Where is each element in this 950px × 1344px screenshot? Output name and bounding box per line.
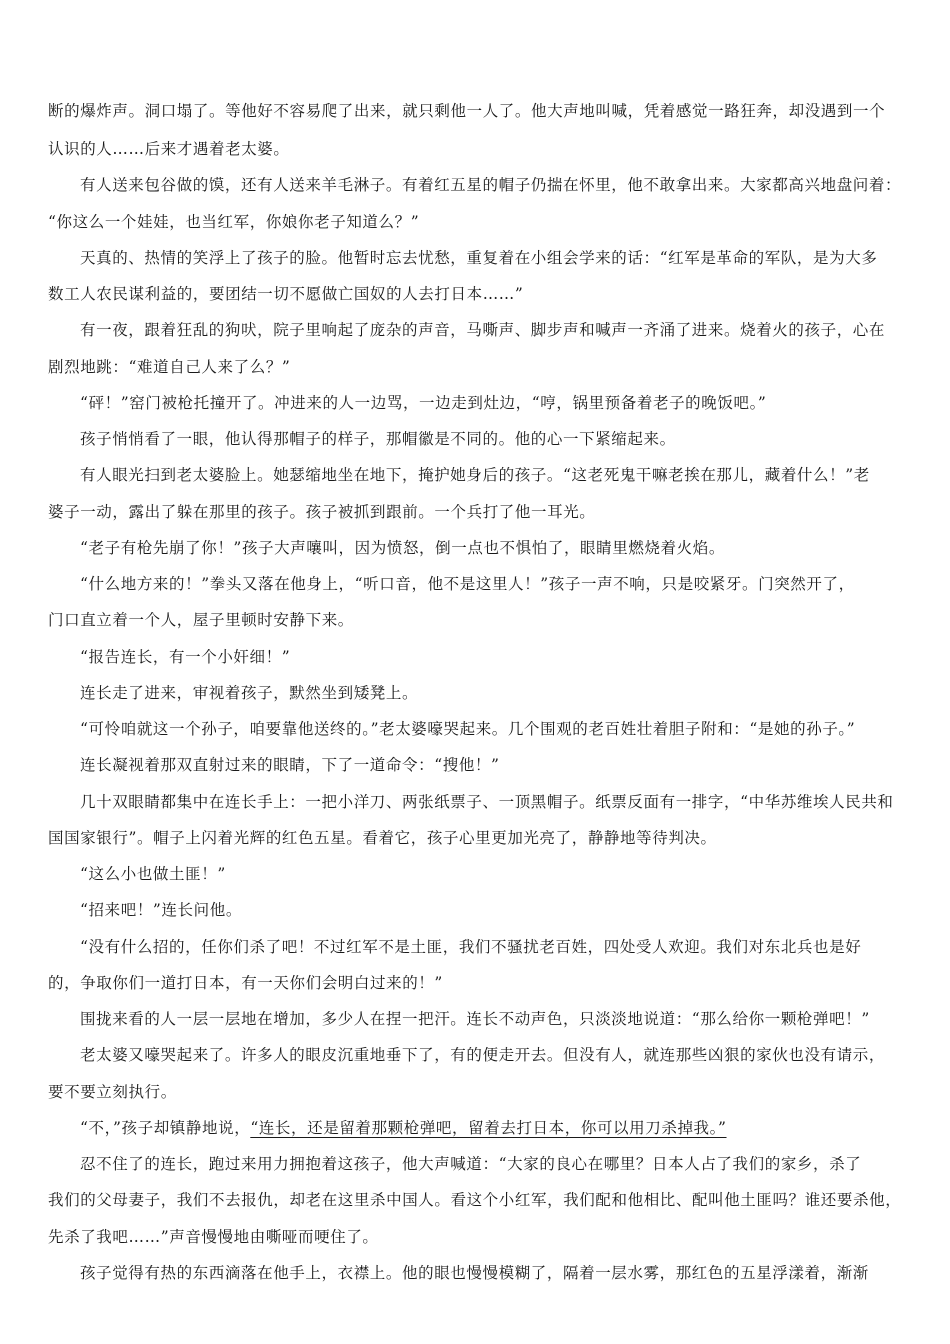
text-line: 婆子一动，露出了躲在那里的孩子。孩子被抓到跟前。一个兵打了他一耳光。 <box>48 503 596 521</box>
text-line: “报告连长，有一个小奸细！” <box>80 648 291 666</box>
text-line: 认识的人……后来才遇着老太婆。 <box>48 140 290 158</box>
text-line: 围拢来看的人一层一层地在增加，多少人在捏一把汗。连长不动声色，只淡淡地说道：“那么给你一颗枪弹吧！” <box>80 1010 870 1028</box>
text-line: 老太婆又嚎哭起来了。许多人的眼皮沉重地垂下了，有的便走开去。但没有人，就连那些凶狠的家伙也没有请示， <box>80 1046 886 1064</box>
text-line: 孩子觉得有热的东西滴落在他手上，衣襟上。他的眼也慢慢模糊了，隔着一层水雾，那红色的五星浮漾着，渐渐 <box>80 1264 869 1282</box>
text-line: “你这么一个娃娃，也当红军，你娘你老子知道么？” <box>48 213 420 231</box>
text-line: 国国家银行”。帽子上闪着光辉的红色五星。看着它，孩子心里更加光亮了，静静地等待判决。 <box>48 829 717 847</box>
text-line: 孩子悄悄看了一眼，他认得那帽子的样子，那帽徽是不同的。他的心一下紧缩起来。 <box>80 430 676 448</box>
text-line: 要不要立刻执行。 <box>48 1083 177 1101</box>
text-line: 有人送来包谷做的馍，还有人送来羊毛淋子。有着红五星的帽子仍揣在怀里，他不敢拿出来。大家都高兴地盘问着： <box>80 176 902 194</box>
text-line: 门口直立着一个人，屋子里顿时安静下来。 <box>48 611 354 629</box>
text-line: 的，争取你们一道打日本，有一天你们会明白过来的！” <box>48 974 443 992</box>
text-line: 天真的、热情的笑浮上了孩子的脸。他暂时忘去忧愁，重复着在小组会学来的话：“红军是革命的军队，是为大多 <box>80 249 878 267</box>
underlined-quote: “连长，还是留着那颗枪弹吧，留着去打日本，你可以用刀杀掉我。” <box>250 1119 727 1137</box>
text-line: 数工人农民谋利益的，要团结一切不愿做亡国奴的人去打日本……” <box>48 285 524 303</box>
text-line: 断的爆炸声。洞口塌了。等他好不容易爬了出来，就只剩他一人了。他大声地叫喊，凭着感觉一路狂奔，却没遇到一个 <box>48 102 886 120</box>
text-line: 剧烈地跳：“难道自己人来了么？” <box>48 358 291 376</box>
text-line: 有人眼光扫到老太婆脸上。她瑟缩地坐在地下，掩护她身后的孩子。“这老死鬼干嘛老挨在那儿，藏着什么！”老 <box>80 466 870 484</box>
text-line: “老子有枪先崩了你！”孩子大声嚷叫，因为愤怒，倒一点也不惧怕了，眼睛里燃烧着火焰。 <box>80 539 725 557</box>
text-line: “可怜咱就这一个孙子，咱要靠他送终的。”老太婆嚎哭起来。几个围观的老百姓壮着胆子附和：“是她的孙子。” <box>80 720 856 738</box>
text-line: 我们的父母妻子，我们不去报仇，却老在这里杀中国人。看这个小红军，我们配和他相比、配叫他土匪吗？谁还要杀他， <box>48 1191 902 1209</box>
text-line: 几十双眼睛都集中在连长手上：一把小洋刀、两张纸票子、一顶黑帽子。纸票反面有一排字，“中华苏维埃人民共和 <box>80 793 894 811</box>
text-line: “什么地方来的！”拳头又落在他身上，“听口音，他不是这里人！”孩子一声不响，只是咬紧牙。门突然开了， <box>80 575 855 593</box>
text-line: “没有什么招的，任你们杀了吧！不过红军不是土匪，我们不骚扰老百姓，四处受人欢迎。我们对东北兵也是好 <box>80 938 862 956</box>
text-line <box>80 1118 727 1138</box>
text-line: 忍不住了的连长，跑过来用力拥抱着这孩子，他大声喊道：“大家的良心在哪里？日本人占了我们的家乡，杀了 <box>80 1155 862 1173</box>
text-line: 先杀了我吧……”声音慢慢地由嘶哑而哽住了。 <box>48 1228 379 1246</box>
text-line: 连长走了进来，审视着孩子，默然坐到矮凳上。 <box>80 684 419 702</box>
text-line: 有一夜，跟着狂乱的狗吠，院子里响起了庞杂的声音，马嘶声、脚步声和喊声一齐涌了进来。烧着火的孩子，心在 <box>80 321 886 339</box>
text-line: “这么小也做土匪！” <box>80 865 226 883</box>
text-run: “不，”孩子却镇静地说， <box>80 1119 251 1137</box>
text-line: “招来吧！”连长问他。 <box>80 901 242 919</box>
text-line: “砰！”窑门被枪托撞开了。冲进来的人一边骂，一边走到灶边，“哼，锅里预备着老子的晚饭吧。” <box>80 394 767 412</box>
text-line: 连长凝视着那双直射过来的眼睛，下了一道命令：“搜他！” <box>80 756 500 774</box>
